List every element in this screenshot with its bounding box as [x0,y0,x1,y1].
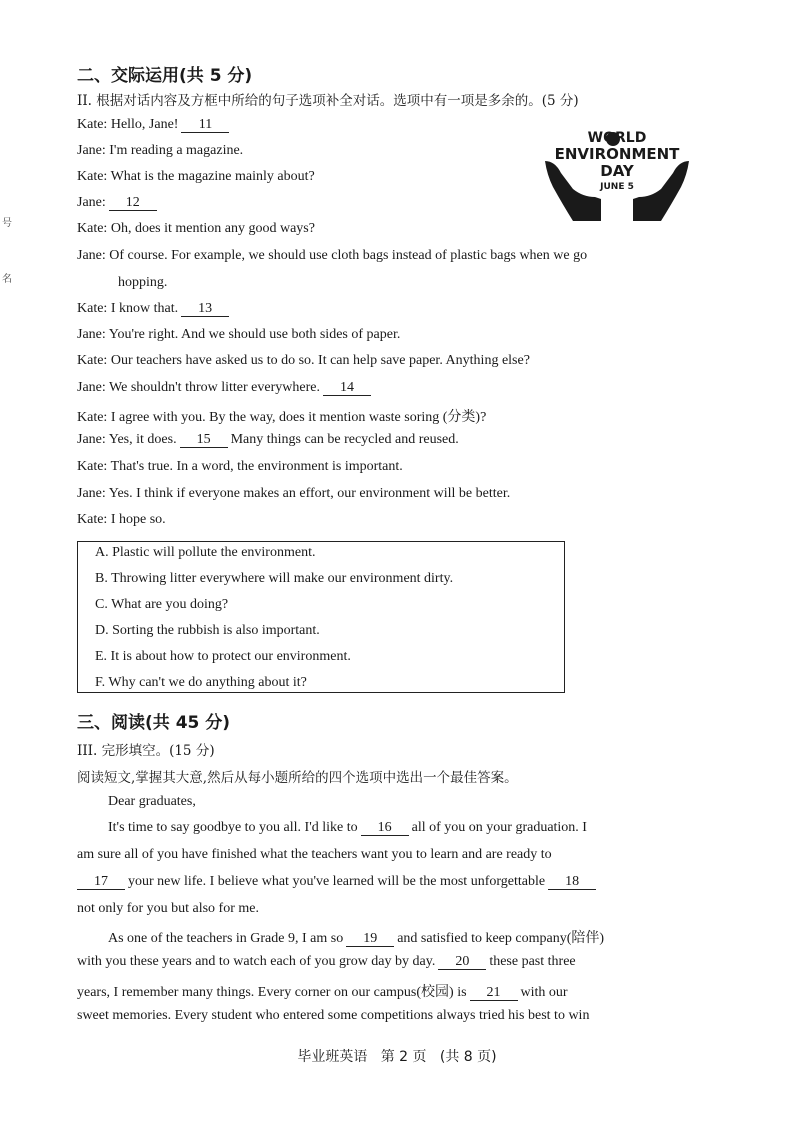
blank-16[interactable]: 16 [361,820,409,836]
blank-21[interactable]: 21 [470,985,518,1001]
blank-12[interactable]: 12 [109,195,157,211]
logo-line-2: ENVIRONMENT [554,145,680,163]
letter-line: am sure all of you have finished what the teachers want you to learn and are ready to [77,847,552,862]
dialogue-line: Jane: I'm reading a magazine. [77,143,244,158]
dialogue-line: Jane: You're right. And we should use both sides of paper. [77,327,401,342]
option-a[interactable]: A. Plastic will pollute the environment. [95,545,316,560]
dialogue-line: hopping. [118,275,168,290]
blank-20[interactable]: 20 [438,954,486,970]
letter-line: with you these years and to watch each of you grow day by day. 20 these past three [77,954,576,969]
dialogue-line: Kate: That's true. In a word, the environment is important. [77,459,403,474]
blank-15[interactable]: 15 [180,432,228,448]
dialogue-line: Kate: I know that. 13 [77,301,232,317]
section-title: 三、阅读(共 45 分) [77,713,231,733]
dialogue-line: Kate: What is the magazine mainly about? [77,169,315,184]
dialogue-line: Jane: 12 [77,195,160,211]
blank-13[interactable]: 13 [181,301,229,317]
dialogue-line: Kate: Hello, Jane! 11 [77,117,232,133]
section-instruction: II. 根据对话内容及方框中所给的句子选项补全对话。选项中有一项是多余的。(5 分) [77,93,579,109]
option-d[interactable]: D. Sorting the rubbish is also important. [95,623,320,638]
option-c[interactable]: C. What are you doing? [95,597,229,612]
blank-18[interactable]: 18 [548,874,596,890]
letter-line: As one of the teachers in Grade 9, I am so 19 and satisfied to keep company(陪伴) [108,931,605,946]
dialogue-line: Jane: Of course. For example, we should use cloth bags instead of plastic bags when we go [77,248,588,263]
options-box [77,541,565,693]
dialogue-line: Kate: Our teachers have asked us to do so. It can help save paper. Anything else? [77,353,530,368]
dialogue-line: Kate: I hope so. [77,512,166,527]
dialogue-line: Kate: I agree with you. By the way, does it mention waste soring (分类)? [77,410,487,425]
right-hand-icon [633,161,689,221]
logo-line-4: JUNE 5 [600,182,634,192]
blank-14[interactable]: 14 [323,380,371,396]
section-title: 二、交际运用(共 5 分) [77,66,253,86]
dialogue-line: Jane: Yes, it does. 15 Many things can be recycled and reused. [77,432,459,447]
section-instruction: 阅读短文,掌握其大意,然后从每小题所给的四个选项中选出一个最佳答案。 [77,770,518,786]
letter-line: sweet memories. Every student who entered some competitions always tried his best to win [77,1008,590,1023]
option-e[interactable]: E. It is about how to protect our environment. [95,649,351,664]
dialogue-line: Jane: We shouldn't throw litter everywhere. 14 [77,380,374,396]
letter-line: not only for you but also for me. [77,901,259,916]
left-hand-icon [545,161,601,221]
dialogue-line: Jane: Yes. I think if everyone makes an effort, our environment will be better. [77,486,511,501]
blank-19[interactable]: 19 [346,931,394,947]
dialogue-line: Kate: Oh, does it mention any good ways? [77,221,315,236]
logo-line-3: DAY [600,162,634,180]
letter-line: It's time to say goodbye to you all. I'd like to 16 all of you on your graduation. I [108,820,587,835]
section-subtitle: III. 完形填空。(15 分) [77,743,215,759]
margin-mark: 名 [2,274,12,285]
letter-greeting: Dear graduates, [108,794,196,809]
world-environment-day-logo [543,125,691,223]
letter-line: years, I remember many things. Every corner on our campus(校园) is 21 with our [77,985,568,1000]
option-b[interactable]: B. Throwing litter everywhere will make our environment dirty. [95,571,454,586]
margin-mark: 号 [2,218,12,229]
page-footer: 毕业班英语 第 2 页 (共 8 页) [297,1049,497,1065]
logo-line-1: WORLD [587,130,647,146]
option-f[interactable]: F. Why can't we do anything about it? [95,675,307,690]
letter-line: 17 your new life. I believe what you've learned will be the most unforgettable 18 [77,874,599,890]
blank-11[interactable]: 11 [181,117,229,133]
blank-17[interactable]: 17 [77,874,125,890]
